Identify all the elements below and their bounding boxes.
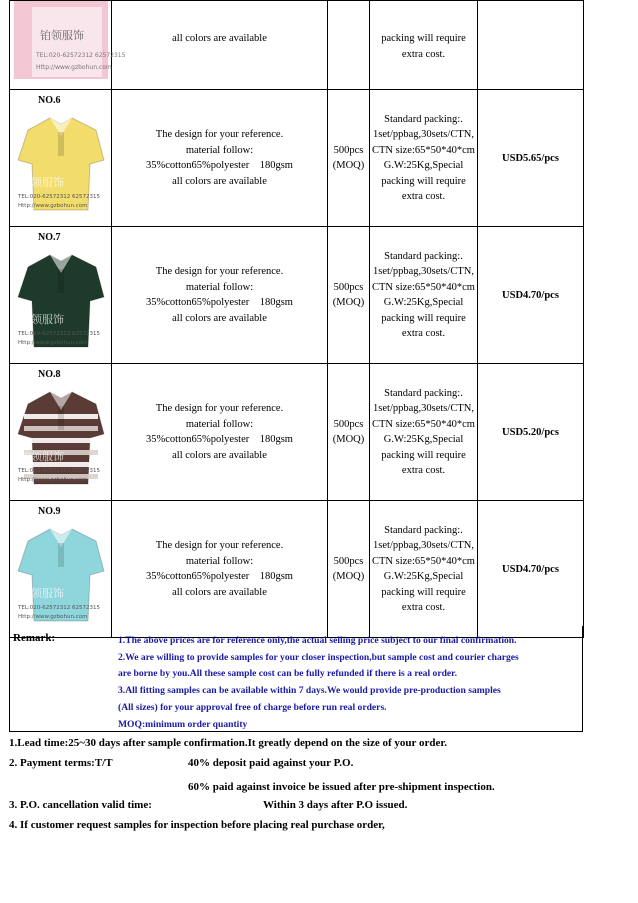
packing-line: packing will require — [381, 449, 466, 461]
packing-line: 1set/ppbag,30sets/CTN, — [373, 129, 474, 140]
product-number: NO.7 — [38, 232, 61, 243]
packing-line: packing will require — [381, 586, 466, 598]
svg-text:铂领服饰: 铂领服饰 — [20, 313, 64, 326]
price-cell: USD5.65/pcs — [478, 90, 584, 227]
description-line: The design for your reference. — [155, 403, 284, 414]
packing-line: extra cost. — [401, 602, 446, 613]
packing-line: extra cost. — [401, 465, 446, 476]
description-cell — [112, 227, 328, 364]
moq-line: (MOQ) — [332, 160, 365, 171]
table-row — [10, 364, 584, 501]
shirt-photo — [14, 384, 108, 494]
product-image-cell — [10, 1, 126, 90]
remark-line: 1.The above prices are for reference only,the actual selling price subject to our final confirmation. — [118, 635, 517, 646]
packing-line: packing will require — [381, 312, 466, 324]
description-line: all colors are available — [172, 175, 267, 187]
description-line: 35%cotton65%polyester 180gsm — [146, 434, 293, 445]
moq-cell — [328, 364, 370, 501]
product-image-cell — [10, 227, 112, 364]
packing-line: packing will require — [381, 33, 466, 44]
packing-line: CTN size:65*50*40*cm — [372, 144, 475, 156]
description-cell — [112, 90, 328, 227]
shirt-photo — [14, 247, 108, 357]
product-image-cell — [10, 364, 112, 501]
table-row-partial — [10, 1, 584, 90]
product-image-cell — [10, 501, 112, 638]
pink-shirt-photo — [14, 1, 126, 89]
packing-cell — [370, 1, 478, 90]
packing-line: Standard packing:. — [384, 250, 463, 262]
description-line: all colors are available — [172, 312, 267, 324]
table-row — [10, 90, 584, 227]
remark-label: Remark: — [13, 632, 56, 644]
cancellation-value: Within 3 days after P.O issued. — [263, 799, 408, 811]
shirt-photo — [14, 110, 108, 220]
svg-text:Http://www.gzbohun.com: Http://www.gzbohun.com — [36, 64, 112, 71]
description-line: all colors are available — [172, 449, 267, 461]
moq-line: (MOQ) — [332, 571, 365, 582]
product-price-table — [9, 0, 584, 638]
packing-cell — [370, 90, 478, 227]
samples-term: 4. If customer request samples for inspection before placing real purchase order, — [9, 819, 385, 831]
packing-line: Standard packing:. — [384, 387, 463, 399]
packing-line: 1set/ppbag,30sets/CTN, — [373, 403, 474, 414]
table-row — [10, 227, 584, 364]
svg-text:TEL:020-62572312 62572315: TEL:020-62572312 62572315 — [18, 194, 100, 200]
remark-box — [9, 626, 583, 732]
remark-line: are borne by you.All these sample cost can be fully refunded if there is a real order. — [118, 668, 457, 680]
packing-line: extra cost. — [401, 191, 446, 202]
payment-balance: 60% paid against invoice be issued after pre-shipment inspection. — [188, 781, 495, 793]
description-text: all colors are available — [172, 33, 267, 44]
payment-terms-label: 2. Payment terms:T/T — [9, 757, 113, 769]
description-cell — [112, 501, 328, 638]
packing-line: Standard packing:. — [384, 524, 463, 536]
description-line: The design for your reference. — [155, 540, 284, 551]
cancellation-label: 3. P.O. cancellation valid time: — [9, 799, 152, 811]
packing-line: CTN size:65*50*40*cm — [372, 555, 475, 567]
moq-line: 500pcs — [333, 281, 364, 293]
svg-text:Http://www.gzbohun.com: Http://www.gzbohun.com — [18, 340, 88, 346]
moq-line: 500pcs — [333, 144, 364, 156]
remark-line: 2.We are willing to provide samples for your closer inspection,but sample cost and courier charges — [118, 651, 519, 663]
payment-deposit: 40% deposit paid against your P.O. — [188, 757, 354, 769]
remark-line: MOQ:minimum order quantity — [118, 718, 248, 730]
lead-time-term: 1.Lead time:25~30 days after sample confirmation.It greatly depend on the size of your order. — [9, 737, 447, 749]
description-line: The design for your reference. — [155, 266, 284, 277]
remark-line: 3.All fitting samples can be available within 7 days.We would provide pre-production samples — [118, 685, 501, 697]
moq-cell — [328, 90, 370, 227]
description-line: material follow: — [185, 281, 254, 293]
packing-line: 1set/ppbag,30sets/CTN, — [373, 266, 474, 277]
description-line: 35%cotton65%polyester 180gsm — [146, 571, 293, 582]
moq-line: (MOQ) — [332, 297, 365, 308]
packing-cell — [370, 364, 478, 501]
packing-line: G.W:25Kg,Special — [383, 297, 464, 308]
svg-text:Http://www.gzbohun.com: Http://www.gzbohun.com — [18, 203, 88, 209]
product-number: NO.6 — [38, 95, 61, 106]
moq-cell — [328, 227, 370, 364]
table-row — [10, 501, 584, 638]
price-cell: USD4.70/pcs — [478, 501, 584, 638]
description-line: 35%cotton65%polyester 180gsm — [146, 160, 293, 171]
packing-line: G.W:25Kg,Special — [383, 434, 464, 445]
packing-line: packing will require — [381, 175, 466, 187]
description-cell — [112, 364, 328, 501]
price-cell: USD5.20/pcs — [478, 364, 584, 501]
description-line: The design for your reference. — [155, 129, 284, 140]
svg-text:TEL:020-62572312 62572315: TEL:020-62572312 62572315 — [18, 331, 100, 337]
description-line: material follow: — [185, 555, 254, 567]
packing-cell — [370, 501, 478, 638]
packing-line: extra cost. — [401, 48, 446, 60]
packing-line: CTN size:65*50*40*cm — [372, 418, 475, 430]
svg-text:Http://www.gzbohun.com: Http://www.gzbohun.com — [18, 614, 88, 620]
description-line: 35%cotton65%polyester 180gsm — [146, 297, 293, 308]
description-cell — [112, 1, 328, 90]
packing-line: extra cost. — [401, 328, 446, 339]
svg-text:Http://www.gzbohun.com: Http://www.gzbohun.com — [18, 477, 88, 483]
price-cell: USD4.70/pcs — [478, 227, 584, 364]
svg-text:铂领服饰: 铂领服饰 — [20, 176, 64, 189]
price-cell — [478, 1, 584, 90]
moq-line: 500pcs — [333, 555, 364, 567]
product-table — [9, 0, 583, 638]
product-number: NO.8 — [38, 369, 61, 380]
packing-line: G.W:25Kg,Special — [383, 571, 464, 582]
shirt-photo — [14, 521, 108, 631]
packing-line: CTN size:65*50*40*cm — [372, 281, 475, 293]
description-line: material follow: — [185, 418, 254, 430]
remark-line: (All sizes) for your approval free of charge before run real orders. — [118, 701, 387, 713]
packing-line: 1set/ppbag,30sets/CTN, — [373, 540, 474, 551]
moq-cell — [328, 1, 370, 90]
packing-line: Standard packing:. — [384, 113, 463, 125]
svg-text:TEL:020-62572312 62572315: TEL:020-62572312 62572315 — [36, 52, 126, 59]
moq-line: (MOQ) — [332, 434, 365, 445]
packing-cell — [370, 227, 478, 364]
product-image-cell — [10, 90, 112, 227]
svg-text:铂领服饰: 铂领服饰 — [20, 587, 64, 600]
svg-text:TEL:020-62572312 62572315: TEL:020-62572312 62572315 — [18, 468, 100, 474]
svg-text:TEL:020-62572312 62572315: TEL:020-62572312 62572315 — [18, 605, 100, 611]
description-line: material follow: — [185, 144, 254, 156]
svg-text:铂领服饰: 铂领服饰 — [40, 29, 84, 42]
moq-line: 500pcs — [333, 418, 364, 430]
remark-lines — [118, 633, 588, 733]
product-number: NO.9 — [38, 506, 61, 517]
description-line: all colors are available — [172, 586, 267, 598]
moq-cell — [328, 501, 370, 638]
packing-line: G.W:25Kg,Special — [383, 160, 464, 171]
svg-text:铂领服饰: 铂领服饰 — [20, 450, 64, 463]
